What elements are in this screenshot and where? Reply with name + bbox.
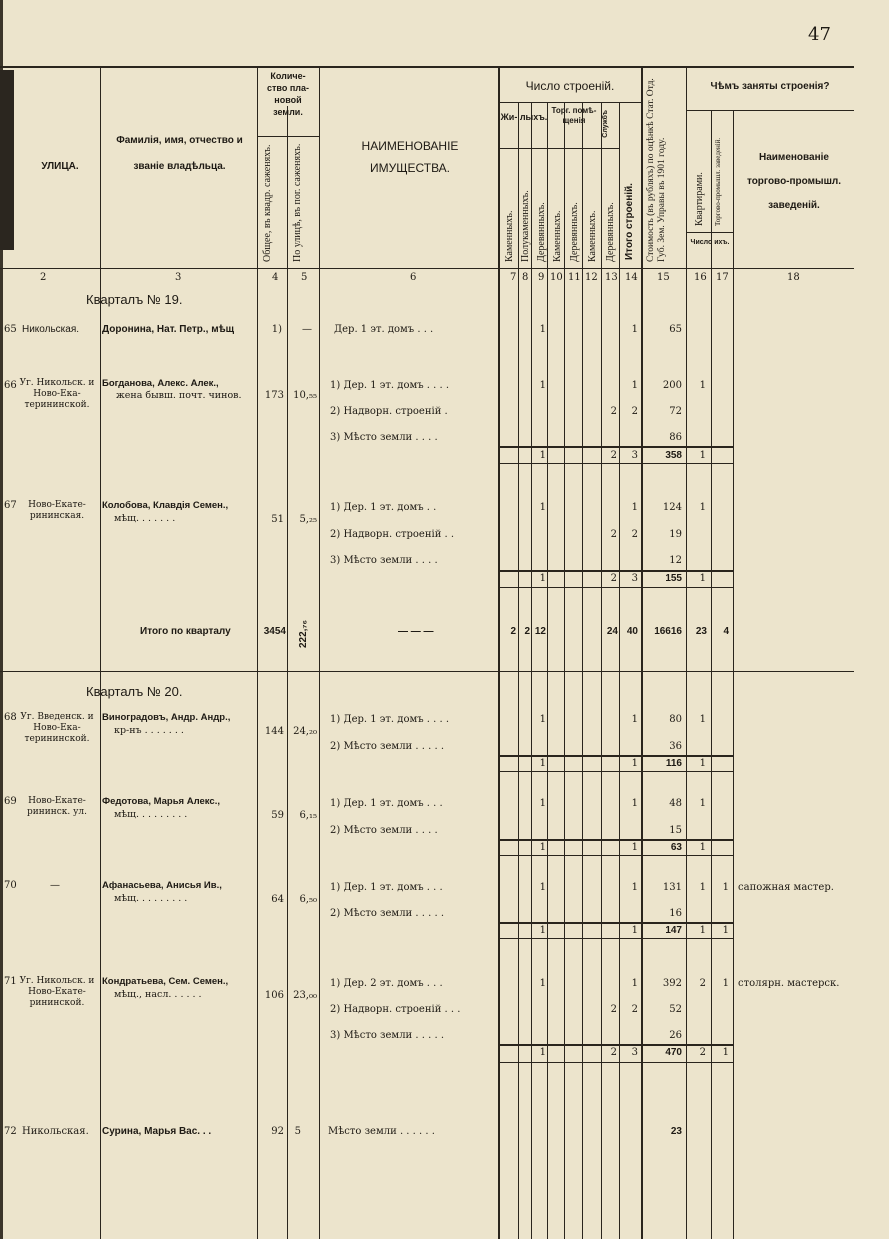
land-total: 1): [271, 324, 282, 335]
cost-value: 86: [669, 432, 682, 443]
land-frontage: 5: [294, 1126, 301, 1137]
table-top-border: [0, 66, 854, 68]
header-number-of: Число ихъ.: [690, 239, 730, 246]
owner-name: Федотова, Марья Алекс.,: [102, 796, 220, 807]
col-rule: [531, 102, 532, 1239]
entry-number: 67: [4, 500, 17, 511]
col-rule: [518, 102, 519, 1239]
subtotal-rule: [498, 938, 733, 939]
wooden-count: 1: [539, 380, 546, 391]
cost-value: 131: [662, 882, 682, 893]
header-wooden: Деревянныхъ.: [536, 202, 547, 262]
owner-title: мѣщ. . . . . . .: [114, 513, 176, 524]
col-number: 5: [301, 272, 308, 283]
property-item: 2) Надворн. строеній . . .: [330, 1004, 461, 1015]
apartments-count: 1: [699, 380, 706, 391]
cost-value: 392: [662, 978, 682, 989]
sub-header-rule: [498, 102, 641, 103]
col-number: 15: [657, 272, 670, 283]
cost-value: 200: [662, 380, 682, 391]
cost-value: 23: [670, 1126, 682, 1137]
subtotal-cost: 63: [670, 842, 682, 853]
col-number: 6: [410, 272, 417, 283]
subtotal-wooden: 1: [539, 925, 546, 936]
subtotal-service: 2: [610, 450, 617, 461]
subtotal-rule: [498, 463, 733, 464]
subtotal-apartments: 1: [699, 573, 706, 584]
trade-name: сапожная мастер.: [738, 882, 834, 893]
col-rule: [100, 66, 101, 1239]
wooden-count: 1: [539, 978, 546, 989]
street-name: Уг. Никольск. и Ново-Екате- рининской.: [19, 976, 95, 1008]
cost-value: 26: [669, 1030, 682, 1041]
cost-value: 124: [662, 502, 682, 513]
land-total: 59: [271, 810, 284, 821]
apartments-count: 1: [699, 882, 706, 893]
property-item: 3) Мѣсто земли . . . .: [330, 555, 438, 566]
quarter-total-half-stone: 2: [524, 626, 530, 637]
total-buildings: 1: [631, 324, 638, 335]
cost-value: 16: [669, 908, 682, 919]
header-apartments: Квартирами.: [694, 172, 705, 226]
service-wooden: 2: [610, 529, 617, 540]
property-item: 1) Дер. 1 эт. домъ . . .: [330, 798, 443, 809]
subtotal-wooden: 1: [539, 758, 546, 769]
col-rule: [498, 66, 500, 1239]
entry-number: 71: [4, 976, 17, 987]
subtotal-cost: 116: [665, 758, 682, 769]
col-rule: [287, 106, 288, 1239]
col-number: 14: [625, 272, 638, 283]
owner-title: мѣщ. . . . . . . . .: [114, 893, 188, 904]
cost-value: 72: [669, 406, 682, 417]
subtotal-rule: [498, 1062, 733, 1063]
land-frontage: —: [302, 324, 312, 335]
quarter-total-trade: 4: [723, 626, 729, 637]
header-half-stone: Полукаменныхъ.: [520, 190, 531, 262]
quarter-total-label: Итого по кварталу: [140, 626, 231, 637]
sub-header-rule: [686, 232, 733, 233]
entry-number: 72: [4, 1126, 17, 1137]
subtotal-apartments: 2: [699, 1047, 706, 1058]
header-trade-count: Торгово-промышл. заведеній.: [714, 137, 722, 226]
land-total: 64: [271, 894, 284, 905]
subtotal-rule: [498, 839, 733, 841]
street-name: —: [50, 880, 60, 891]
property-item: Дер. 1 эт. домъ . . .: [334, 324, 434, 335]
subtotal-total: 3: [631, 450, 638, 461]
subtotal-rule: [498, 570, 733, 572]
subtotal-rule: [498, 771, 733, 772]
subtotal-total: 1: [631, 925, 638, 936]
property-item: 2) Мѣсто земли . . . .: [330, 825, 438, 836]
quarter-total-stone: 2: [510, 626, 516, 637]
col-number: 18: [787, 272, 800, 283]
apartments-count: 1: [699, 714, 706, 725]
street-name: Никольская.: [22, 324, 80, 335]
cost-value: 52: [669, 1004, 682, 1015]
col-number: 9: [538, 272, 545, 283]
land-frontage: 10,₅₅: [293, 390, 317, 401]
apartments-count: 2: [699, 978, 706, 989]
col-rule: [601, 102, 602, 1239]
trade-count: 1: [722, 978, 729, 989]
owner-name: Сурина, Марья Вас. . .: [102, 1126, 212, 1137]
subtotal-rule: [498, 1044, 733, 1046]
page-tab: [0, 70, 14, 250]
wooden-count: 1: [539, 798, 546, 809]
subtotal-apartments: 1: [699, 842, 706, 853]
street-name: Никольская.: [22, 1126, 89, 1137]
subtotal-cost: 470: [665, 1047, 682, 1058]
land-frontage: 23,₀₀: [293, 990, 317, 1001]
land-frontage: 6,₁₅: [299, 810, 317, 821]
total-buildings: 1: [631, 882, 638, 893]
total-buildings: 1: [631, 502, 638, 513]
land-frontage: 6,₅₀: [299, 894, 317, 905]
total-buildings: 1: [631, 978, 638, 989]
quarter-title: Кварталъ № 20.: [86, 684, 183, 699]
col-number: 12: [585, 272, 598, 283]
col-rule: [686, 66, 687, 1239]
quarter-title: Кварталъ № 19.: [86, 292, 183, 307]
entry-number: 66: [4, 380, 17, 391]
subtotal-rule: [498, 755, 733, 757]
header-stone: Каменныхъ.: [504, 210, 515, 262]
col-number: 17: [716, 272, 729, 283]
col-rule: [564, 102, 565, 1239]
trade-count: 1: [722, 882, 729, 893]
sub-header-rule: [257, 136, 319, 137]
cost-value: 36: [669, 741, 682, 752]
header-land-qty: Количе- ство пла- новой земли.: [267, 71, 309, 117]
col-rule: [257, 66, 258, 1239]
property-item: 3) Мѣсто земли . . . . .: [330, 1030, 444, 1041]
trade-name: столярн. мастерск.: [738, 978, 840, 989]
header-buildings: Число строеній.: [525, 79, 615, 93]
subtotal-cost: 147: [665, 925, 682, 936]
property-item: Мѣсто земли . . . . . .: [328, 1126, 435, 1137]
subtotal-trade: 1: [722, 925, 729, 936]
col-rule: [319, 66, 320, 1239]
total-buildings: 1: [631, 714, 638, 725]
property-item: 2) Мѣсто земли . . . . .: [330, 908, 444, 919]
header-bottom-rule: [0, 268, 854, 269]
land-total: 92: [271, 1126, 284, 1137]
wooden-count: 1: [539, 502, 546, 513]
land-total: 144: [264, 726, 284, 737]
page-number: 47: [808, 24, 831, 45]
quarter-total-apartments: 23: [695, 626, 707, 637]
subtotal-trade: 1: [722, 1047, 729, 1058]
quarter-total-wooden: 12: [534, 626, 546, 637]
cost-value: 65: [669, 324, 682, 335]
col-number: 4: [272, 272, 279, 283]
subtotal-wooden: 1: [539, 450, 546, 461]
col-rule: [547, 102, 548, 1239]
col-rule: [582, 102, 583, 1239]
owner-name: Богданова, Алекс. Алек.,: [102, 378, 219, 389]
service-wooden: 2: [610, 406, 617, 417]
subtotal-apartments: 1: [699, 925, 706, 936]
col-rule: [619, 102, 620, 1239]
service-wooden: 2: [610, 1004, 617, 1015]
property-item: 2) Мѣсто земли . . . . .: [330, 741, 444, 752]
owner-name: Доронина, Нат. Петр., мѣщ: [102, 324, 235, 335]
owner-title: жена бывш. почт. чинов.: [116, 390, 242, 401]
sub-header-rule: [498, 148, 619, 149]
owner-name: Колобова, Клавдія Семен.,: [102, 500, 229, 511]
owner-name: Афанасьева, Анисья Ив.,: [102, 880, 222, 891]
header-owner: Фамилія, имя, отчество и званіе владѣльца.: [116, 135, 243, 172]
subtotal-rule: [498, 855, 733, 856]
subtotal-wooden: 1: [539, 842, 546, 853]
apartments-count: 1: [699, 798, 706, 809]
quarter-total-buildings: 40: [626, 626, 638, 637]
land-total: 51: [271, 514, 284, 525]
owner-title: мѣщ. . . . . . . . .: [114, 809, 188, 820]
header-stone-3: Каменныхъ.: [587, 210, 598, 262]
header-street: УЛИЦА.: [41, 161, 79, 172]
col-number: 10: [550, 272, 563, 283]
col-number: 13: [605, 272, 618, 283]
cost-value: 80: [669, 714, 682, 725]
header-land-total: Общее, въ квадр. саженяхъ.: [262, 144, 273, 262]
total-buildings: 1: [631, 798, 638, 809]
quarter-total-dash: — — —: [398, 626, 434, 637]
total-buildings: 2: [631, 1004, 638, 1015]
col-rule: [711, 110, 712, 1239]
wooden-count: 1: [539, 882, 546, 893]
land-total: 173: [264, 390, 284, 401]
col-number: 2: [40, 272, 47, 283]
quarter-divider: [0, 671, 854, 672]
owner-title: кр-нъ . . . . . . .: [114, 725, 184, 736]
street-name: Ново-Екате- рининск. ул.: [26, 796, 88, 817]
wooden-count: 1: [539, 324, 546, 335]
header-property: НАИМЕНОВАНІЕ ИМУЩЕСТВА.: [361, 139, 459, 175]
subtotal-wooden: 1: [539, 573, 546, 584]
entry-number: 65: [4, 324, 17, 335]
header-service: Службъ: [602, 110, 609, 138]
quarter-total-land: 3454: [263, 626, 286, 637]
street-name: Ново-Екате- рининская.: [28, 500, 86, 521]
wooden-count: 1: [539, 714, 546, 725]
land-frontage: 24,₂₀: [293, 726, 317, 737]
header-trade: Торг. помѣ- щенія: [551, 106, 597, 125]
property-item: 3) Мѣсто земли . . . .: [330, 432, 438, 443]
property-item: 2) Надворн. строеній .: [330, 406, 448, 417]
owner-title: мѣщ., насл. . . . . .: [114, 989, 202, 1000]
header-wooden-3: Деревянныхъ.: [605, 202, 616, 262]
col-number: 3: [175, 272, 182, 283]
quarter-total-cost: 16616: [654, 626, 682, 637]
cost-value: 15: [669, 825, 682, 836]
subtotal-total: 3: [631, 573, 638, 584]
header-occupied: Чѣмъ заняты строенія?: [710, 81, 830, 92]
property-item: 1) Дер. 1 эт. домъ . . . .: [330, 380, 450, 391]
cost-value: 12: [669, 555, 682, 566]
col-rule: [733, 110, 734, 1239]
sub-header-rule: [686, 110, 854, 111]
subtotal-rule: [498, 446, 733, 448]
subtotal-service: 2: [610, 1047, 617, 1058]
entry-number: 70: [4, 880, 17, 891]
col-number: 11: [568, 272, 581, 283]
header-residential: Жи- лыхъ.: [500, 112, 548, 122]
total-buildings: 1: [631, 380, 638, 391]
subtotal-total: 1: [631, 842, 638, 853]
street-name: Уг. Никольск. и Ново-Ека- терининской.: [19, 378, 95, 410]
street-name: Уг. Введенск. и Ново-Ека- терининской.: [20, 712, 94, 744]
quarter-total-service: 24: [606, 626, 618, 637]
total-buildings: 2: [631, 406, 638, 417]
header-cost: Стоимость (въ рубляхъ) по оцѣнкѣ Стат. Отд. Губ. Зем. Управы въ 1901 году.: [646, 78, 667, 262]
owner-name: Кондратьева, Сем. Семен.,: [102, 976, 229, 987]
land-frontage: 5,₂₅: [299, 514, 317, 525]
header-stone-2: Каменныхъ.: [552, 210, 563, 262]
property-item: 1) Дер. 1 эт. домъ . . .: [330, 882, 443, 893]
entry-number: 68: [4, 712, 17, 723]
apartments-count: 1: [699, 502, 706, 513]
subtotal-service: 2: [610, 573, 617, 584]
header-land-frontage: По улицѣ, въ пог. саженяхъ.: [292, 143, 303, 262]
property-item: 1) Дер. 1 эт. домъ . . . .: [330, 714, 450, 725]
header-wooden-2: Деревянныхъ.: [569, 202, 580, 262]
col-number: 7: [510, 272, 517, 283]
header-trade-name: Наименованіе торгово-промышл. заведеній.: [746, 152, 842, 211]
property-item: 1) Дер. 2 эт. домъ . . .: [330, 978, 443, 989]
subtotal-apartments: 1: [699, 758, 706, 769]
subtotal-cost: 155: [665, 573, 682, 584]
col-number: 16: [694, 272, 707, 283]
entry-number: 69: [4, 796, 17, 807]
cost-value: 48: [669, 798, 682, 809]
subtotal-cost: 358: [665, 450, 682, 461]
col-number: 8: [522, 272, 529, 283]
land-total: 106: [264, 990, 284, 1001]
subtotal-total: 1: [631, 758, 638, 769]
cost-value: 19: [669, 529, 682, 540]
subtotal-total: 3: [631, 1047, 638, 1058]
total-buildings: 2: [631, 529, 638, 540]
subtotal-apartments: 1: [699, 450, 706, 461]
col-rule: [641, 66, 643, 1239]
owner-name: Виноградовъ, Андр. Андр.,: [102, 712, 231, 723]
property-item: 1) Дер. 1 эт. домъ . .: [330, 502, 437, 513]
property-item: 2) Надворн. строеній . .: [330, 529, 455, 540]
quarter-total-frontage: 222,₇₆: [298, 619, 309, 648]
subtotal-rule: [498, 922, 733, 924]
header-total-buildings: Итого строеній.: [624, 183, 635, 260]
subtotal-wooden: 1: [539, 1047, 546, 1058]
subtotal-rule: [498, 587, 733, 588]
